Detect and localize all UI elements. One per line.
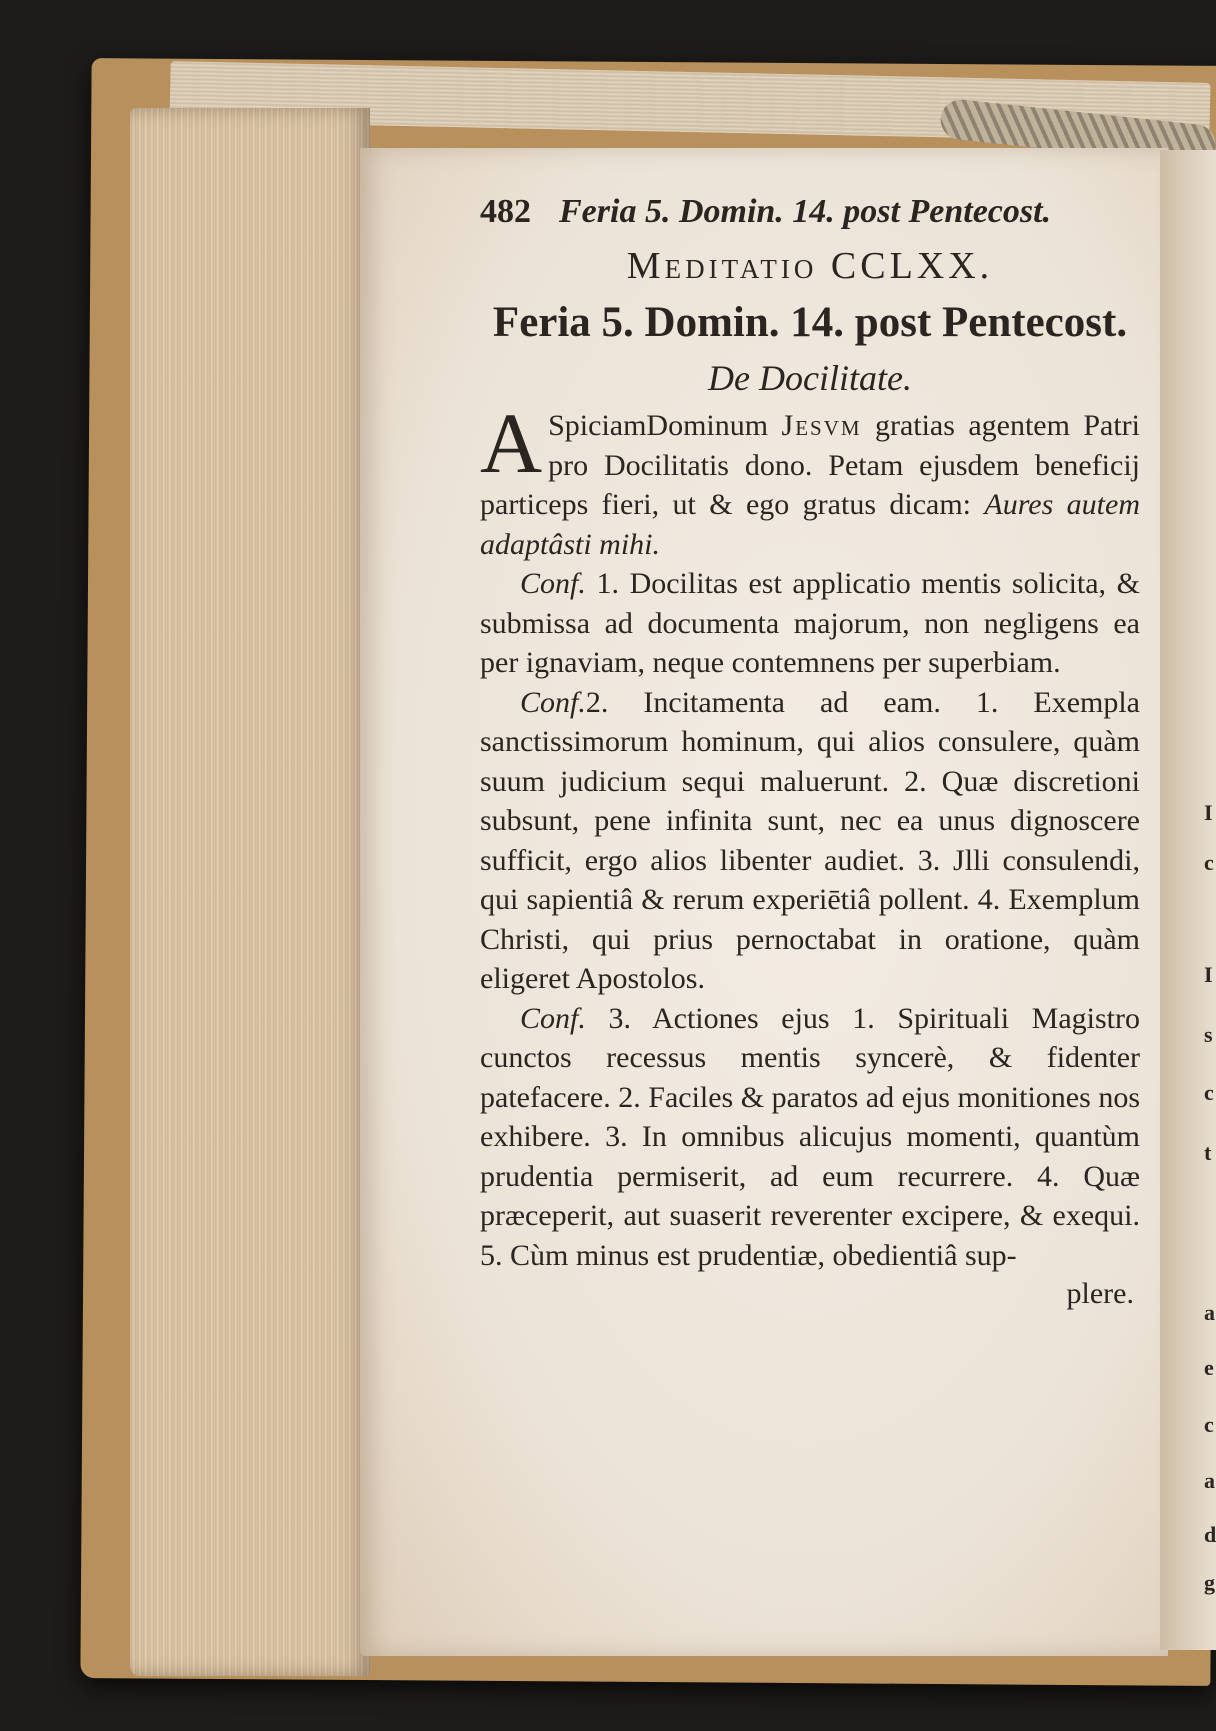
conf-1-text: 1. Docilitas est applicatio mentis solicita, & submissa ad documenta majorum, non negligens ea per ignaviam, neque contemnens per superbiam. (480, 567, 1140, 679)
meditation-subtitle: Feria 5. Domin. 14. post Pentecost. (492, 299, 1128, 346)
conf-2-label: Conf. (520, 685, 586, 719)
facing-page-letter: d (1204, 1522, 1216, 1547)
facing-page-letter: e (1204, 1355, 1214, 1380)
conf-1-label: Conf. (520, 567, 586, 600)
intro-lead: SpiciamDominum (548, 409, 782, 442)
facing-page-letter: t (1204, 1140, 1212, 1165)
intro-body: gratias agentem Patri pro Docilitatis dono. Petam ejusdem beneficij particeps fieri, ut & ego gratus dicam: (480, 409, 1140, 521)
running-head-text: Feria 5. Domin. 14. post Pentecost. (559, 193, 1052, 230)
facing-page-letter: g (1204, 1570, 1215, 1595)
facing-page-letter: I (1204, 800, 1213, 825)
page-text (480, 190, 1140, 1313)
book-page-edges (130, 108, 370, 1676)
intro-name: Jesvm (781, 409, 862, 442)
page-number: 482 (480, 193, 531, 230)
conf-2-paragraph (480, 683, 1140, 999)
facing-page-edge (1160, 150, 1216, 1650)
conf-3-paragraph (480, 999, 1140, 1276)
facing-page-letter: c (1204, 1080, 1214, 1105)
facing-page-letter: c (1204, 850, 1214, 875)
facing-page-letter: a (1204, 1468, 1215, 1493)
intro-quote: Aures autem adaptâsti mihi. (480, 488, 1140, 561)
conf-3-text: 3. Actiones ejus 1. Spirituali Magistro cunctos recessus mentis syncerè, & fidenter patefacere. 2. Faciles & paratos ad ejus monitiones nos exhibere. 3. In omnibus alicujus momenti, quantùm prudentia permiserit, ad eum recurrere. 4. Quæ præceperit, aut suaserit reverenter excipere, & exequi. 5. Cùm minus est prudentiæ, obedientiâ sup- (480, 1001, 1140, 1272)
intro-paragraph (480, 395, 1140, 564)
conf-1-paragraph (480, 564, 1140, 683)
catchword: plere. (1066, 1277, 1134, 1310)
meditation-topic: De Docilitate. (708, 358, 912, 398)
facing-page-letter: s (1204, 1022, 1213, 1047)
facing-page-letter: I (1204, 962, 1213, 987)
conf-2-text: 2. Incitamenta ad eam. 1. Exempla sanctissimorum hominum, qui alios consulere, quàm suum judicium sequi maluerunt. 2. Quæ discretioni subsunt, pene infinita sunt, nec ea unus dignoscere sufficit, ergo alios libenter audiet. 3. Jlli consulendi, qui sapientiâ & rerum experiētiâ pollent. 4. Exemplum Christi, qui prius pernoctabat in oratione, quàm eligeret Apostolos. (480, 685, 1140, 995)
drop-cap: A (480, 395, 543, 491)
meditation-title: Meditatio CCLXX. (626, 245, 994, 287)
conf-3-label: Conf. (520, 1001, 586, 1035)
running-head (480, 190, 1140, 234)
facing-page-letter: c (1204, 1412, 1214, 1437)
facing-page-letter: a (1204, 1300, 1215, 1325)
